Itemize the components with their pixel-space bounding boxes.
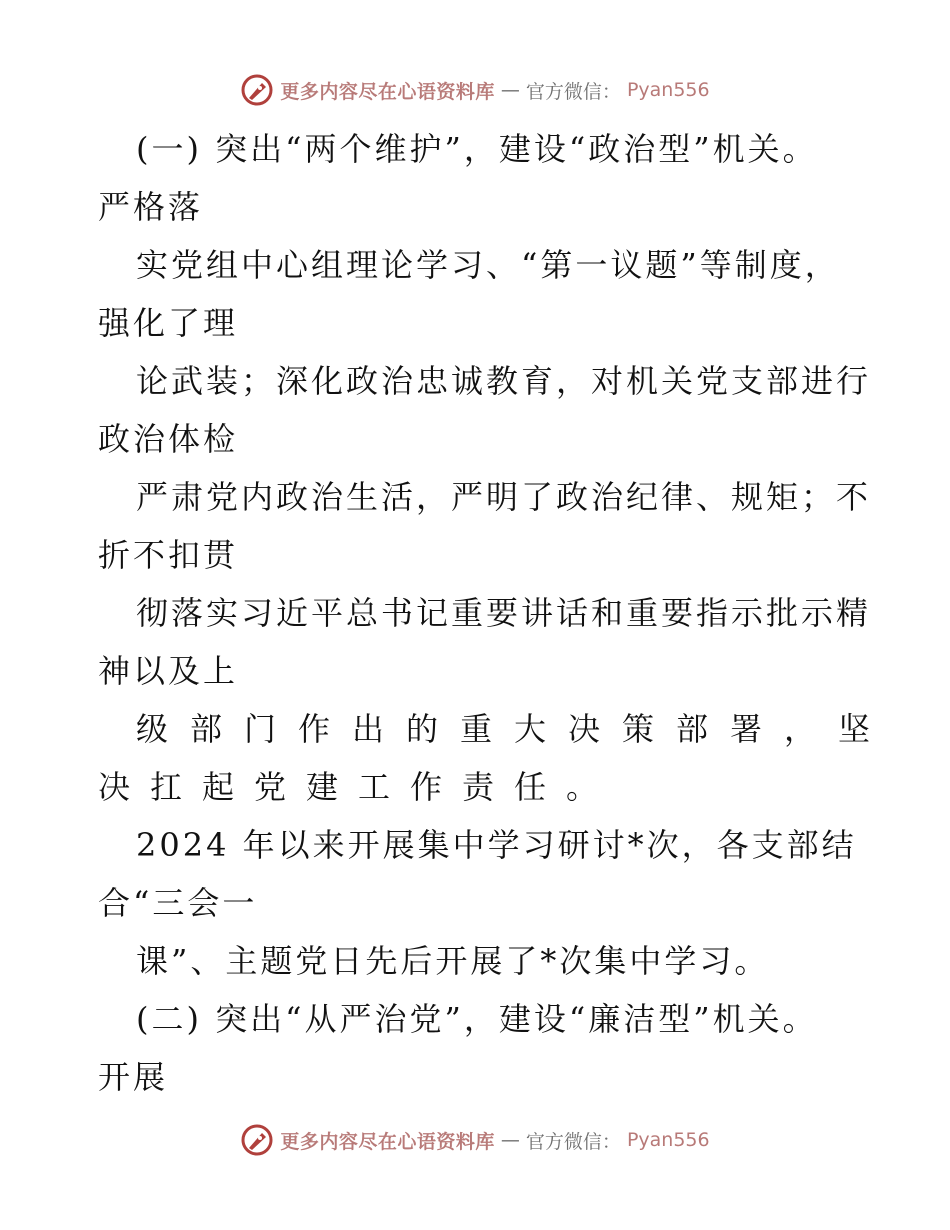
text-line: 折不扣贯 <box>98 536 239 574</box>
text-line: 神以及上 <box>98 652 239 690</box>
watermark-brand: 更多内容尽在心语资料库 <box>280 80 495 103</box>
watermark-separator: — <box>500 79 520 101</box>
document-body <box>98 120 893 1106</box>
footer-watermark <box>0 1120 950 1160</box>
watermark-account-label: 官方微信： <box>525 1130 621 1153</box>
pen-nib-logo-icon <box>240 73 274 107</box>
text-line: 级部门作出的重大决策部署，坚 <box>136 710 893 748</box>
text-line: 政治体检 <box>98 420 239 458</box>
watermark-brand: 更多内容尽在心语资料库 <box>280 1130 495 1153</box>
text-line: 开展 <box>98 1058 169 1096</box>
text-line: 决扛起党建工作责任。 <box>98 768 619 806</box>
watermark-account-label: 官方微信： <box>525 80 621 103</box>
header-watermark <box>0 70 950 110</box>
text-line: 严格落 <box>98 188 204 226</box>
text-line: 论武装；深化政治忠诚教育，对机关党支部进行 <box>136 362 872 400</box>
watermark-account-handle: Pyan556 <box>626 1129 710 1151</box>
watermark-account-handle: Pyan556 <box>626 79 710 101</box>
text-line: (二) 突出“从严治党”，建设“廉洁型”机关。 <box>136 1000 818 1038</box>
text-line: 严肃党内政治生活，严明了政治纪律、规矩；不 <box>136 478 872 516</box>
text-line: 课”、主题党日先后开展了*次集中学习。 <box>136 942 770 980</box>
pen-nib-logo-icon <box>240 1123 274 1157</box>
text-line: 强化了理 <box>98 304 239 342</box>
text-line: 彻落实习近平总书记重要讲话和重要指示批示精 <box>136 594 872 632</box>
text-line: 实党组中心组理论学习、“第一议题”等制度， <box>136 246 840 284</box>
text-line: 2024 年以来开展集中学习研讨*次，各支部结 <box>136 826 857 864</box>
text-line: 合“三会一 <box>98 884 258 922</box>
watermark-separator: — <box>500 1129 520 1151</box>
text-line: (一) 突出“两个维护”，建设“政治型”机关。 <box>136 130 818 168</box>
